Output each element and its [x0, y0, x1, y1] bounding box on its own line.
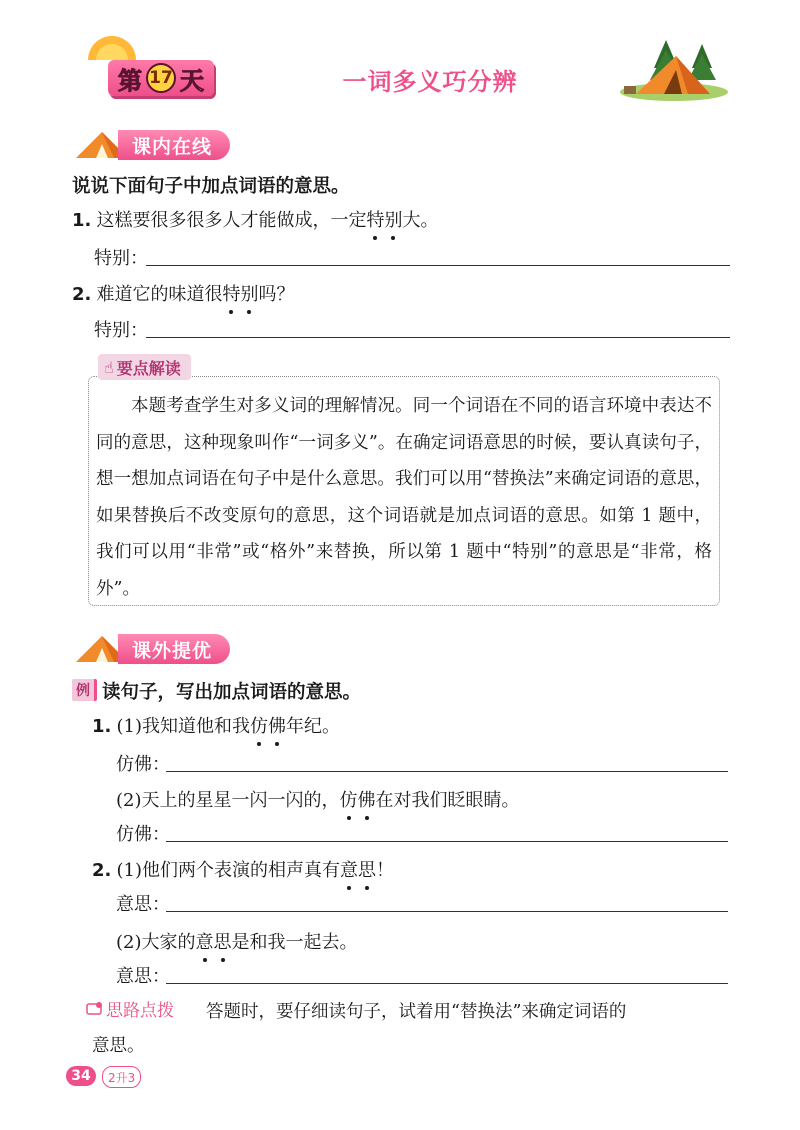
question-1 [72, 206, 438, 232]
section2-instruction: 读句子，写出加点词语的意思。 [102, 682, 362, 703]
question-number: 1. [72, 210, 92, 231]
answer-line[interactable] [166, 911, 728, 912]
dotted-char: 思 [214, 928, 232, 954]
dotted-char: 别 [240, 280, 258, 306]
key-points-text: 本题考查学生对多义词的理解情况。同一个词语在不同的语言环境中表达不同的意思，这种现象叫作“一词多义”。在确定词语意思的时候，要认真读句子，想一想加点词语在句子中是什么意思。我们可以用“替换法”来确定词语的意思，如果替换后不改变原句的意思，这个词语就是加点词语的意思。如第 1 题中，我们可以用“非常”或“格外”来替换，所以第 1 题中“特别”的意思是“非常，格外”。 [96, 396, 712, 599]
answer-line[interactable] [166, 983, 728, 984]
day-badge [108, 60, 214, 96]
answer-line[interactable] [146, 265, 730, 266]
question-2 [72, 280, 294, 306]
day-number: 17 [146, 63, 176, 93]
hint-text-line2: 意思。 [92, 1036, 145, 1056]
key-points-tag [98, 354, 191, 380]
question-2-part-2 [116, 928, 358, 954]
question-text-after: ！ [375, 860, 394, 881]
question-1-part-2 [116, 786, 520, 812]
hint-tag [86, 996, 174, 1021]
example-tag: 例 [72, 679, 97, 701]
answer-label: 仿佛： [116, 754, 170, 775]
section-label-extracurricular: 课外提优 [118, 634, 230, 664]
day-prefix: 第 [118, 66, 142, 95]
answer-label: 特别： [94, 320, 148, 341]
day-suffix: 天 [180, 66, 204, 95]
question-text-after: 吗？ [258, 284, 295, 305]
question-text-before: (2)天上的星星一闪一闪的， [116, 790, 340, 811]
question-text-before: (1)我知道他和我 [116, 716, 250, 737]
question-1 [92, 712, 340, 738]
answer-line[interactable] [146, 337, 730, 338]
question-number: 2. [92, 860, 112, 881]
hint-icon [86, 1001, 104, 1017]
dotted-char: 仿 [250, 712, 268, 738]
page-number: 34 [66, 1066, 96, 1086]
dotted-char: 特 [222, 280, 240, 306]
answer-line[interactable] [166, 841, 728, 842]
dotted-char: 意 [340, 856, 358, 882]
key-points-label: 要点解读 [116, 358, 181, 378]
answer-label: 特别： [94, 248, 148, 269]
question-text-after: 在对我们眨眼睛。 [375, 790, 520, 811]
dotted-char: 意 [196, 928, 214, 954]
section-label-in-class: 课内在线 [118, 130, 230, 160]
dotted-char: 仿 [340, 786, 358, 812]
answer-label: 意思： [116, 966, 170, 987]
question-number: 2. [72, 284, 92, 305]
grade-label: 2升3 [102, 1066, 141, 1088]
sun-icon [86, 30, 138, 60]
answer-label: 意思： [116, 894, 170, 915]
dotted-char: 思 [358, 856, 376, 882]
dotted-char: 佛 [268, 712, 286, 738]
question-text-before: 这糕要很多很多人才能做成，一定 [96, 210, 367, 231]
question-text-before: (2)大家的 [116, 932, 196, 953]
answer-label: 仿佛： [116, 824, 170, 845]
question-text-after: 年纪。 [285, 716, 340, 737]
dotted-char: 特 [366, 206, 384, 232]
page-title: 一词多义巧分辨 [342, 68, 518, 96]
question-number: 1. [92, 716, 112, 737]
answer-line[interactable] [166, 771, 728, 772]
question-2 [92, 856, 394, 882]
hint-text-line1: 答题时，要仔细读句子，试着用“替换法”来确定词语的 [206, 1002, 627, 1022]
question-text-after: 大。 [402, 210, 439, 231]
hint-label: 思路点拨 [106, 1001, 174, 1021]
dotted-char: 别 [384, 206, 402, 232]
question-text-before: (1)他们两个表演的相声真有 [116, 860, 340, 881]
camping-tent-illustration [618, 34, 730, 102]
pointing-hand-icon: ☝ [104, 357, 114, 377]
section1-instruction: 说说下面句子中加点词语的意思。 [72, 176, 350, 197]
question-text-before: 难道它的味道很 [96, 284, 223, 305]
question-text-after: 是和我一起去。 [231, 932, 358, 953]
dotted-char: 佛 [358, 786, 376, 812]
